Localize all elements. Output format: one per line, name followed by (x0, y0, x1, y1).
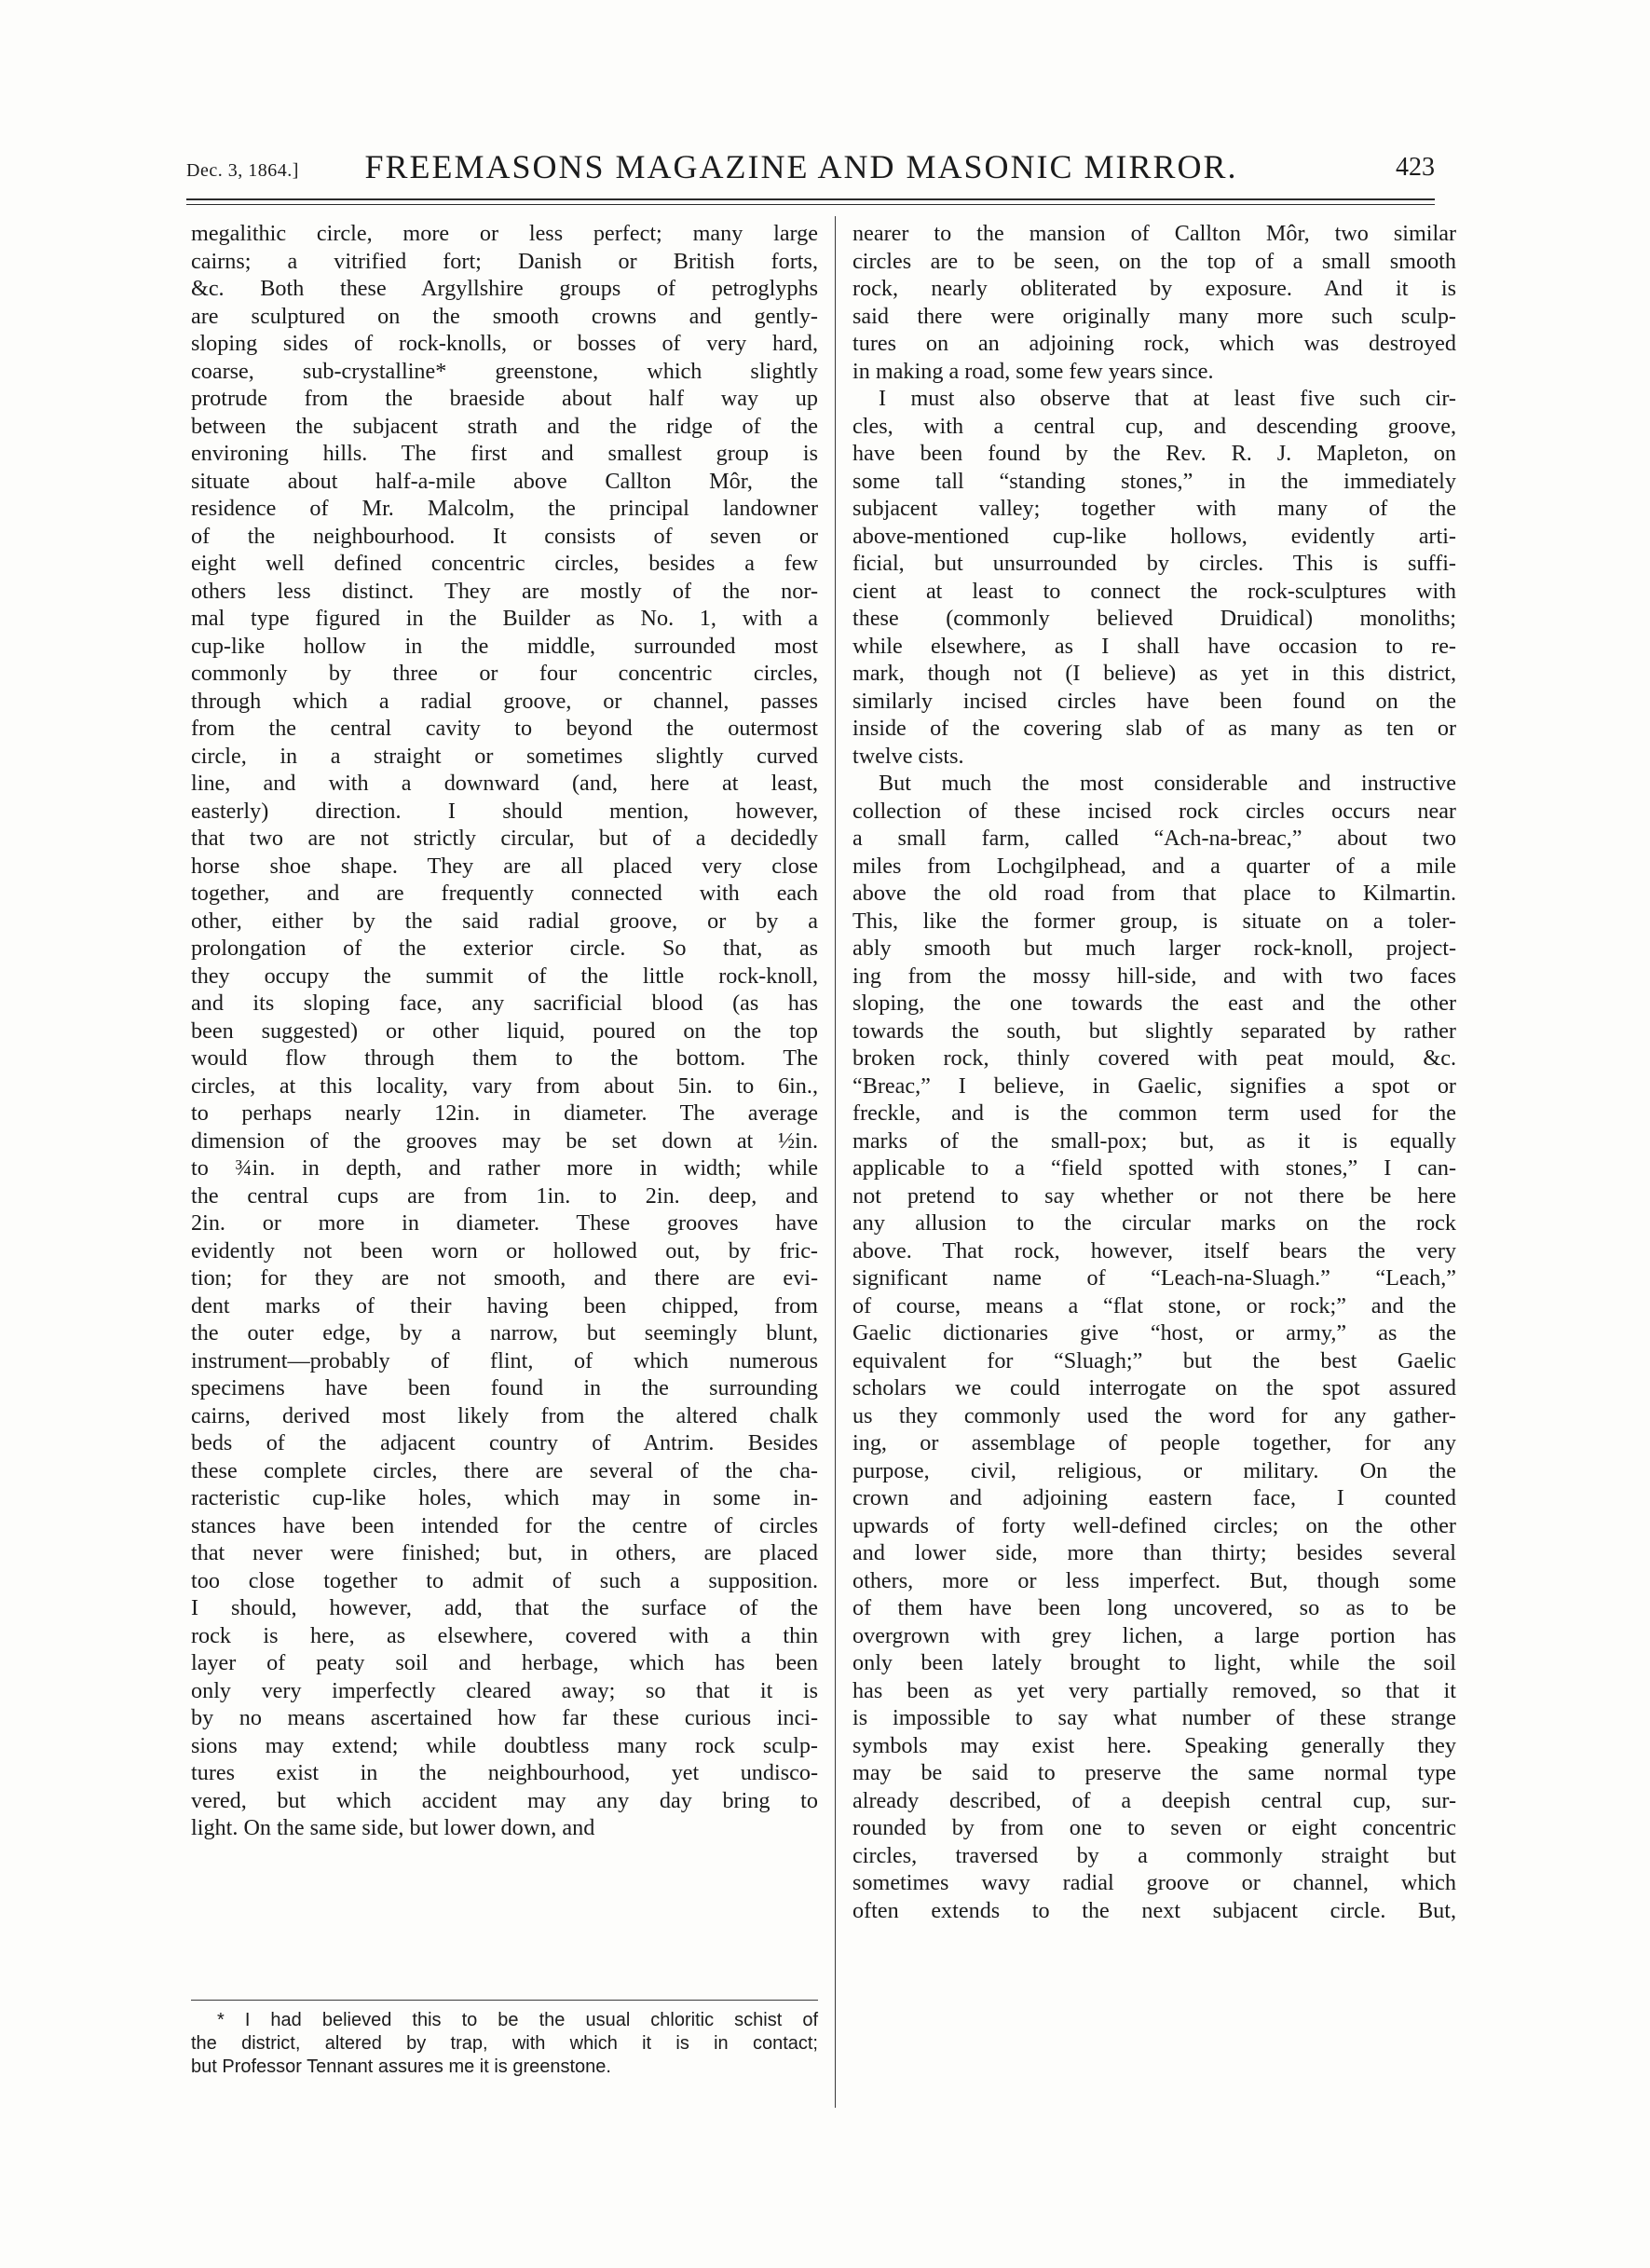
text-line: collection of these incised rock circles occurs near (852, 798, 1456, 824)
text-line: eight well defined concentric circles, besides a few (191, 551, 818, 576)
text-line: rounded by from one to seven or eight concentric (852, 1815, 1456, 1840)
text-line: ing from the mossy hill-side, and with two faces (852, 963, 1456, 989)
text-line: that two are not strictly circular, but of a decidedly (191, 826, 818, 851)
text-line: mark, though not (I believe) as yet in this district, (852, 661, 1456, 686)
page-number: 423 (1396, 153, 1435, 182)
text-line: rock is here, as elsewhere, covered with a thin (191, 1622, 818, 1648)
text-line: This, like the former group, is situate on a toler- (852, 908, 1456, 934)
text-line: instrument—probably of flint, of which numerous (191, 1347, 818, 1373)
text-line: situate about half-a-mile above Callton Môr, the (191, 468, 818, 494)
text-line: while elsewhere, as I shall have occasion to re- (852, 633, 1456, 659)
text-line: circles, at this locality, vary from about 5in. to 6in., (191, 1073, 818, 1099)
text-line: to ¾in. in depth, and rather more in width; while (191, 1155, 818, 1181)
text-line: of them have been long uncovered, so as to be (852, 1595, 1456, 1620)
text-line: prolongation of the exterior circle. So that, as (191, 936, 818, 961)
text-line: Gaelic dictionaries give “host, or army,” as the (852, 1320, 1456, 1346)
text-line: dent marks of their having been chipped, from (191, 1292, 818, 1318)
text-line: are sculptured on the smooth crowns and gently- (191, 303, 818, 329)
text-line: but Professor Tennant assures me it is greenstone. (191, 2056, 611, 2077)
text-line: commonly by three or four concentric circles, (191, 661, 818, 686)
text-line: specimens have been found in the surrounding (191, 1375, 818, 1400)
text-line: some tall “standing stones,” in the immediately (852, 468, 1456, 494)
text-line: light. On the same side, but lower down, and (191, 1815, 595, 1840)
text-line: coarse, sub-crystalline* greenstone, which slightly (191, 358, 818, 384)
text-line: cup-like hollow in the middle, surrounded most (191, 633, 818, 659)
text-line: cles, with a central cup, and descending groove, (852, 413, 1456, 439)
header-rule-thick (186, 198, 1435, 200)
text-line: But much the most considerable and instructive (879, 771, 1456, 796)
text-line: the district, altered by trap, with which it is in contact; (191, 2033, 818, 2054)
text-line: sloping sides of rock-knolls, or bosses of very hard, (191, 331, 818, 356)
text-line: residence of Mr. Malcolm, the principal landowner (191, 496, 818, 521)
text-line: horse shoe shape. They are all placed very close (191, 853, 818, 879)
text-line: mal type figured in the Builder as No. 1, with a (191, 606, 818, 631)
text-line: easterly) direction. I should mention, however, (191, 798, 818, 824)
text-line: broken rock, thinly covered with peat mould, &c. (852, 1045, 1456, 1071)
text-line: tures exist in the neighbourhood, yet undisco- (191, 1760, 818, 1785)
text-line: has been as yet very partially removed, so that it (852, 1677, 1456, 1703)
text-line: in making a road, some few years since. (852, 358, 1214, 384)
text-line: ing, or assemblage of people together, for any (852, 1430, 1456, 1455)
text-line: I should, however, add, that the surface of the (191, 1595, 818, 1620)
text-line: these (commonly believed Druidical) monoliths; (852, 606, 1456, 631)
text-line: too close together to admit of such a supposition. (191, 1567, 818, 1593)
text-line: racteristic cup-like holes, which may in some in- (191, 1485, 818, 1510)
text-line: above the old road from that place to Kilmartin. (852, 881, 1456, 906)
text-line: us they commonly used the word for any gather- (852, 1402, 1456, 1428)
text-line: environing hills. The first and smallest group is (191, 441, 818, 466)
text-line: others less distinct. They are mostly of the nor- (191, 578, 818, 604)
text-line: said there were originally many more such sculp- (852, 303, 1456, 329)
text-line: cairns, derived most likely from the altered chalk (191, 1402, 818, 1428)
text-line: and its sloping face, any sacrificial blood (as has (191, 991, 818, 1016)
text-line: “Breac,” I believe, in Gaelic, signifies a spot or (852, 1073, 1456, 1099)
text-line: &c. Both these Argyllshire groups of petroglyphs (191, 276, 818, 301)
text-line: circles, traversed by a commonly straight but (852, 1842, 1456, 1868)
text-line: subjacent valley; together with many of the (852, 496, 1456, 521)
text-line: circle, in a straight or sometimes slightly curved (191, 743, 818, 769)
text-line: megalithic circle, more or less perfect; many large (191, 221, 818, 246)
text-line: already described, of a deepish central cup, sur- (852, 1787, 1456, 1813)
text-line: line, and with a downward (and, here at least, (191, 771, 818, 796)
text-line: the outer edge, by a narrow, but seemingly blunt, (191, 1320, 818, 1346)
text-line: overgrown with grey lichen, a large portion has (852, 1622, 1456, 1648)
text-line: only been lately brought to light, while the soil (852, 1650, 1456, 1675)
text-line: beds of the adjacent country of Antrim. Besides (191, 1430, 818, 1455)
text-line: equivalent for “Sluagh;” but the best Gaelic (852, 1347, 1456, 1373)
text-line: rock, nearly obliterated by exposure. And it is (852, 276, 1456, 301)
text-line: tures on an adjoining rock, which was destroyed (852, 331, 1456, 356)
text-line: inside of the covering slab of as many as ten or (852, 716, 1456, 741)
text-line: layer of peaty soil and herbage, which has been (191, 1650, 818, 1675)
header-rule-thin (186, 204, 1435, 205)
left-column (191, 220, 818, 1842)
text-line: and lower side, more than thirty; besides several (852, 1540, 1456, 1565)
text-line: ably smooth but much larger rock-knoll, project- (852, 936, 1456, 961)
text-line: not pretend to say whether or not there be here (852, 1182, 1456, 1209)
text-line: may be said to preserve the same normal type (852, 1760, 1456, 1785)
page-header (186, 140, 1435, 186)
text-line: I must also observe that at least five such cir- (879, 386, 1456, 411)
text-line: vered, but which accident may any day bring to (191, 1787, 818, 1813)
text-line: cient at least to connect the rock-sculptures with (852, 578, 1456, 604)
text-line: would flow through them to the bottom. The (191, 1045, 818, 1071)
text-line: * I had believed this to be the usual chloritic schist of (217, 2010, 818, 2030)
text-line: applicable to a “field spotted with stones,” I can- (852, 1155, 1456, 1181)
text-line: nearer to the mansion of Callton Môr, two similar (852, 221, 1456, 246)
text-line: towards the south, but slightly separated by rather (852, 1018, 1456, 1044)
text-line: twelve cists. (852, 743, 964, 769)
text-line: the central cups are from 1in. to 2in. deep, and (191, 1182, 818, 1209)
text-line: crown and adjoining eastern face, I counted (852, 1485, 1456, 1510)
text-line: others, more or less imperfect. But, though some (852, 1567, 1456, 1593)
text-line: to perhaps nearly 12in. in diameter. The average (191, 1100, 818, 1126)
text-line: ficial, but unsurrounded by circles. This is suffi- (852, 551, 1456, 576)
text-line: is impossible to say what number of these strange (852, 1705, 1456, 1730)
footnote (191, 2009, 818, 2079)
column-divider (835, 216, 836, 2108)
text-line: sions may extend; while doubtless many rock sculp- (191, 1732, 818, 1758)
text-line: stances have been intended for the centre of circles (191, 1512, 818, 1538)
text-line: purpose, civil, religious, or military. On the (852, 1457, 1456, 1483)
text-line: symbols may exist here. Speaking generally they (852, 1732, 1456, 1758)
text-line: similarly incised circles have been found on the (852, 688, 1456, 714)
text-line: other, either by the said radial groove, or by a (191, 908, 818, 934)
text-line: above. That rock, however, itself bears the very (852, 1237, 1456, 1264)
text-line: dimension of the grooves may be set down at ½in. (191, 1127, 818, 1154)
text-line: any allusion to the circular marks on the rock (852, 1210, 1456, 1236)
text-line: tion; for they are not smooth, and there are evi- (191, 1265, 818, 1291)
text-line: of the neighbourhood. It consists of seven or (191, 523, 818, 549)
text-line: a small farm, called “Ach-na-breac,” about two (852, 826, 1456, 851)
text-line: they occupy the summit of the little rock-knoll, (191, 963, 818, 989)
text-line: marks of the small-pox; but, as it is equally (852, 1127, 1456, 1154)
text-line: that never were finished; but, in others, are placed (191, 1540, 818, 1565)
text-line: often extends to the next subjacent circle. But, (852, 1897, 1456, 1923)
text-line: been suggested) or other liquid, poured on the top (191, 1018, 818, 1044)
text-line: by no means ascertained how far these curious inci- (191, 1705, 818, 1730)
text-line: sloping, the one towards the east and the other (852, 991, 1456, 1016)
publication-title: FREEMASONS MAGAZINE AND MASONIC MIRROR. (364, 148, 1238, 185)
text-line: miles from Lochgilphead, and a quarter of a mile (852, 853, 1456, 879)
text-line: freckle, and is the common term used for the (852, 1100, 1456, 1126)
text-line: from the central cavity to beyond the outermost (191, 716, 818, 741)
text-line: cairns; a vitrified fort; Danish or British forts, (191, 248, 818, 274)
text-line: together, and are frequently connected with each (191, 881, 818, 906)
text-line: these complete circles, there are several of the cha- (191, 1457, 818, 1483)
text-line: 2in. or more in diameter. These grooves have (191, 1210, 818, 1236)
footnote-rule (191, 2000, 818, 2001)
text-line: only very imperfectly cleared away; so that it is (191, 1677, 818, 1703)
text-line: between the subjacent strath and the ridge of the (191, 413, 818, 439)
text-line: scholars we could interrogate on the spot assured (852, 1375, 1456, 1400)
right-column (852, 220, 1456, 1924)
text-line: evidently not been worn or hollowed out, by fric- (191, 1237, 818, 1264)
text-line: significant name of “Leach-na-Sluagh.” “Leach,” (852, 1265, 1456, 1291)
text-line: sometimes wavy radial groove or channel, which (852, 1870, 1456, 1895)
header-date: Dec. 3, 1864.] (186, 160, 299, 181)
text-line: through which a radial groove, or channel, passes (191, 688, 818, 714)
text-line: circles are to be seen, on the top of a small smooth (852, 248, 1456, 274)
text-line: upwards of forty well-defined circles; on the other (852, 1512, 1456, 1538)
text-line: protrude from the braeside about half way up (191, 386, 818, 411)
text-line: have been found by the Rev. R. J. Mapleton, on (852, 441, 1456, 466)
text-line: above-mentioned cup-like hollows, evidently arti- (852, 523, 1456, 549)
text-line: of course, means a “flat stone, or rock;” and the (852, 1292, 1456, 1318)
